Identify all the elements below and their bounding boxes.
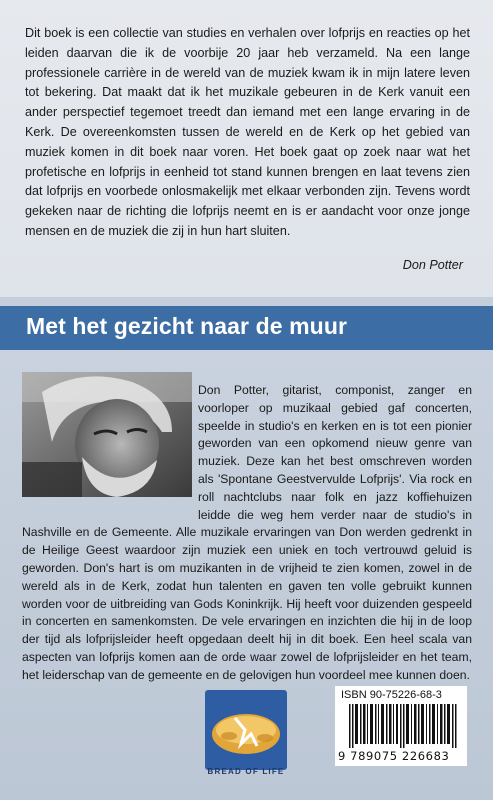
photo-spacer xyxy=(22,372,198,522)
author-blurb: Dit boek is een collectie van studies en verhalen over lofprijs en reacties op het leiden daarvan die ik de voorbije 20 jaar heb verzameld. Na een lange professionele carrière in de wereld van de muziek kwam ik in mijn latere leven tot bekering. Dat maakt dat ik het muzikale gebeuren in de Kerk vanuit een ander perspectief tegemoet treedt dan iemand met een lange ervaring in de Kerk. De overeenkomsten tussen de wereld en de Kerk op het gebied van muziek komen in dit boek naar voren. Het boek gaat op zoek naar wat het profetische en lofprijs in eenheid tot stand kunnen brengen en laat tevens zien dat lofprijs en voorbede onlosmakelijk met elkaar verbonden zijn. Tevens wordt gekeken naar de richting die lofprijs neemt en is er aandacht voor onze jonge mensen en de muziek die zij in hun hart sluiten. xyxy=(25,26,470,238)
publisher-name: BREAD OF LIFE xyxy=(207,767,285,776)
bread-of-life-logo xyxy=(205,690,287,770)
barcode-box xyxy=(335,686,467,766)
author-signature: Don Potter xyxy=(402,258,463,272)
barcode-icon xyxy=(349,704,459,748)
title-band xyxy=(0,306,493,350)
bread-logo-icon xyxy=(205,690,287,770)
isbn-number: ISBN 90-75226-68-3 xyxy=(341,689,442,701)
book-title: Met het gezicht naar de muur xyxy=(26,313,348,339)
biography-text: Don Potter, gitarist, componist, zanger en voorloper op muzikaal gebied gaf concerten, speelde in studio's en kerken en is tot een pionier geworden van een opkomend nieuw genre van muziek. Deze kan het best omschreven worden als 'Spontane Geestvervulde Lofprijs'. Via rock en roll nachtclubs naar folk en jazz koffiehuizen leidde die weg hem verder naar de studio's in Nashville en de Gemeente. Alle muzikale ervaringen van Don werden gedrenkt in de Heilige Geest waardoor zijn muziek een uniek en toch vertrouwd geluid is geworden. Don's hart is om muzikanten in de vrijheid te zien komen, zowel in de wereld als in de Kerk, zodat hun talenten en gaven ten volle gebruikt kunnen worden voor de uitbreiding van Gods Koninkrijk. Hij heeft voor duizenden gespeeld in concerten en samenkomsten. De vele ervaringen en inzichten die hij in de loop der tijd als lofprijsleider heeft opgedaan deelt hij in dit boek. Een heel scala van aspecten van lofprijs komen aan de orde waar zowel de lofprijsleider en het team, het leiderschap van de gemeente en de gelovigen hun voordeel mee kunnen doen. xyxy=(22,383,472,682)
author-biography xyxy=(22,382,472,685)
barcode-digits: 9 789075 226683 xyxy=(338,749,450,763)
